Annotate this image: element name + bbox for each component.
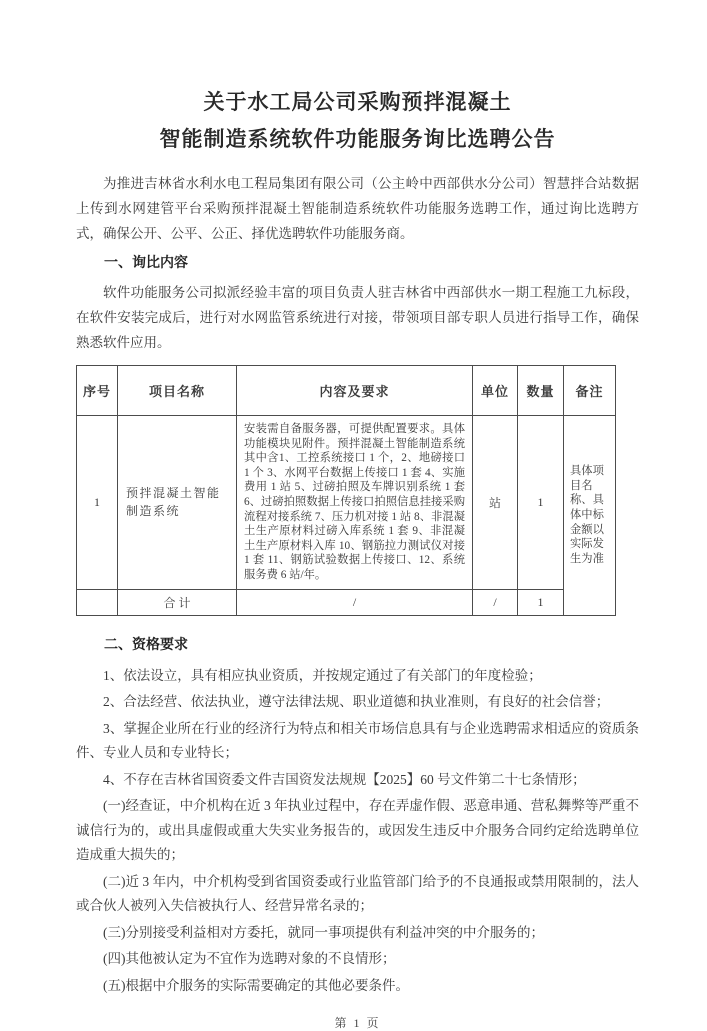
table-row	[77, 416, 616, 590]
qualification-item-2: 2、合法经营、依法执业，遵守法律法规、职业道德和执业准则，有良好的社会信誉；	[103, 694, 610, 710]
cell-total-unit: /	[473, 589, 518, 615]
qualification-subitem-1: (一)经查证，中介机构在近 3 年执业过程中，存在弄虚作假、恶意串通、营私舞弊等严重不诚信行为的，或出具虚假或重大失实业务报告的，或因发生违反中介服务合同约定给选聘单位造成重大损失的；	[76, 798, 639, 863]
qualification-subitem-4: (四)其他被认定为不宜作为选聘对象的不良情形；	[103, 951, 396, 967]
document-title	[76, 84, 639, 158]
header-seq: 序号	[77, 366, 118, 416]
section2-heading: 二、资格要求	[104, 637, 188, 653]
qualification-subitem-2: (二)近 3 年内，中介机构受到省国资委或行业监管部门给予的不良通报或禁用限制的，法人或合伙人被列入失信被执行人、经营异常名录的；	[76, 873, 639, 914]
header-remarks: 备注	[564, 366, 616, 416]
cell-seq: 1	[77, 416, 118, 590]
qualification-items	[76, 664, 639, 999]
header-quantity: 数量	[518, 366, 564, 416]
header-project-name: 项目名称	[118, 366, 237, 416]
page-number: 第 1 页	[334, 1016, 381, 1031]
document-title-line2: 智能制造系统软件功能服务询比选聘公告	[159, 128, 556, 151]
cell-total-quantity: 1	[518, 589, 564, 615]
section1-heading: 一、询比内容	[104, 256, 188, 271]
qualification-item-1: 1、依法设立，具有相应执业资质，并按规定通过了有关部门的年度检验；	[103, 667, 542, 683]
cell-project-name: 预拌混凝土智能制造系统	[118, 416, 237, 590]
qualification-subitem-3: (三)分别接受利益相对方委托，就同一事项提供有利益冲突的中介服务的；	[103, 924, 544, 940]
qualification-subitem-5: (五)根据中介服务的实际需要确定的其他必要条件。	[103, 977, 409, 993]
header-content-requirements: 内容及要求	[237, 366, 473, 416]
table-header-row	[77, 366, 616, 416]
table-total-row	[77, 589, 616, 615]
qualification-item-4: 4、不存在吉林省国资委文件吉国资发法规规【2025】60 号文件第二十七条情形；	[103, 771, 586, 787]
cell-quantity: 1	[518, 416, 564, 590]
cell-total-content: /	[237, 589, 473, 615]
cell-total-seq	[77, 589, 118, 615]
cell-total-label: 合 计	[118, 589, 237, 615]
document-title-line1: 关于水工局公司采购预拌混凝土	[203, 91, 512, 114]
intro-paragraph: 为推进吉林省水利水电工程局集团有限公司（公主岭中西部供水分公司）智慧拌合站数据上传到水网建管平台采购预拌混凝土智能制造系统软件功能服务选聘工作，通过询比选聘方式，确保公开、公平、公正、择优选聘软件功能服务商。	[76, 176, 639, 241]
header-unit: 单位	[473, 366, 518, 416]
cell-unit: 站	[473, 416, 518, 590]
section1-paragraph: 软件功能服务公司拟派经验丰富的项目负责人驻吉林省中西部供水一期工程施工九标段，在软件安装完成后，进行对水网监管系统进行对接，带领项目部专职人员进行指导工作，确保熟悉软件应用。	[76, 285, 639, 350]
qualification-item-3: 3、掌握企业所在行业的经济行为特点和相关市场信息具有与企业选聘需求相适应的资质条件、专业人员和专业特长；	[76, 720, 639, 761]
inquiry-table	[76, 365, 616, 616]
cell-remarks: 具体项目名称、具体中标金额以实际发生为准	[564, 416, 616, 616]
cell-content-requirements: 安装需自备服务器，可提供配置要求。具体功能模块见附件。预拌混凝土智能制造系统其中含1、工控系统接口 1 个，2、地磅接口 1 个 3、水网平台数据上传接口 1 套 4、实施费用 1 站 5、过磅拍照及车牌识别系统 1 套 6、过磅拍照数据上传接口拍照信息挂接采购流程对接系统 7、压力机对接 1 站 8、非混凝土生产原材料过磅入库系统 1 套 9、非混凝土生产原材料入库 10、钢筋拉力测试仪对接 1 套 11、钢筋试验数据上传接口、12、系统服务费 6 站/年。	[237, 416, 473, 590]
